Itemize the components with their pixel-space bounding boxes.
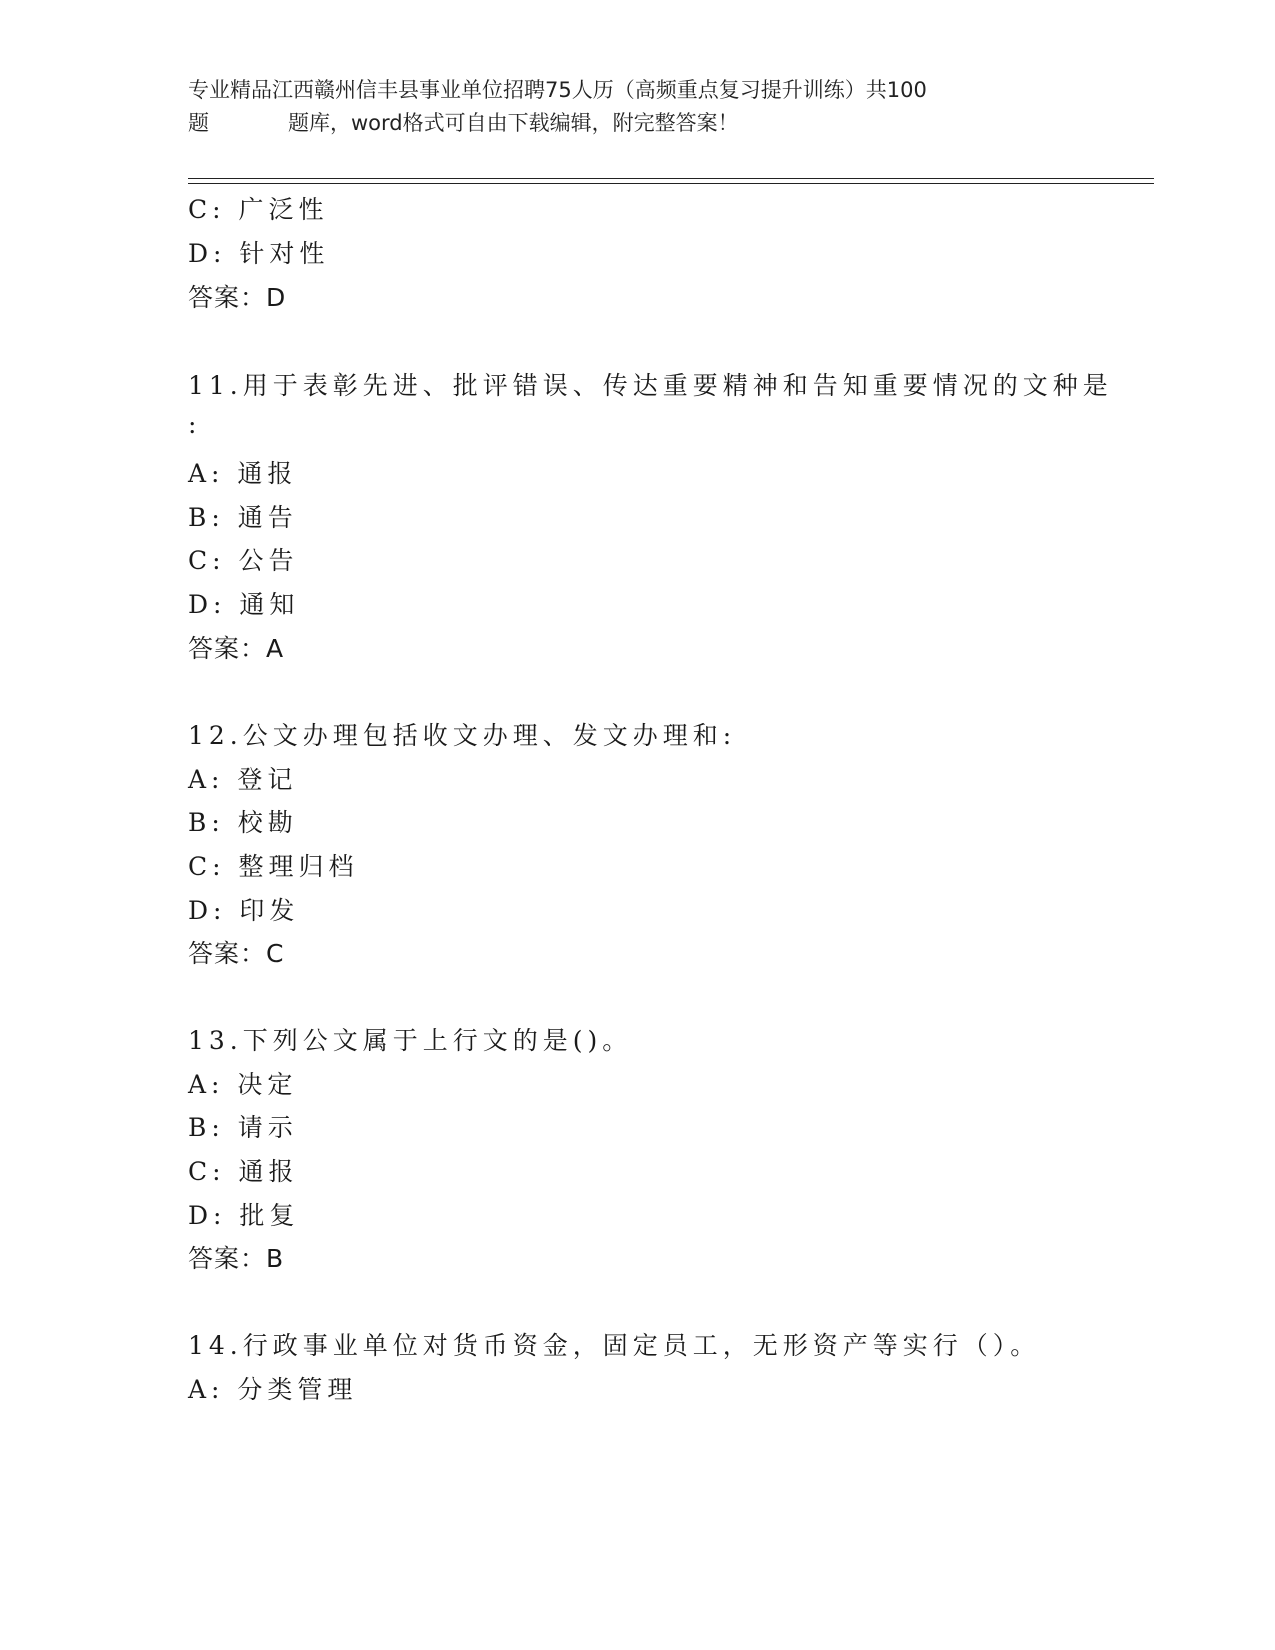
header-title-line1: 专业精品江西赣州信丰县事业单位招聘75人历（高频重点复习提升训练）共100 [188, 78, 927, 102]
q13-stem: 13.下列公文属于上行文的是()。 [188, 1026, 633, 1055]
q13-option-b: B: 请示 [188, 1113, 298, 1142]
header-divider-top [188, 178, 1154, 179]
header-divider-bottom [188, 183, 1154, 184]
q11-stem-cont: : [188, 410, 202, 439]
header-title-line2-lead: 题 [188, 111, 209, 135]
header-title-line2: 题库，word格式可自由下载编辑，附完整答案！ [288, 111, 739, 135]
q12-answer: 答案：C [188, 939, 285, 968]
q13-option-d: D: 批复 [188, 1201, 300, 1230]
q12-option-d: D: 印发 [188, 896, 300, 925]
prev-option-d: D: 针对性 [188, 239, 330, 268]
prev-answer: 答案：D [188, 283, 287, 312]
q12-stem: 12.公文办理包括收文办理、发文办理和: [188, 721, 737, 750]
q12-option-c: C: 整理归档 [188, 852, 359, 881]
q11-option-b: B: 通告 [188, 503, 298, 532]
q14-option-a: A: 分类管理 [188, 1375, 358, 1404]
q12-option-b: B: 校勘 [188, 808, 298, 837]
page-header [188, 74, 1068, 140]
q14-stem: 14.行政事业单位对货币资金，固定员工，无形资产等实行（）。 [188, 1331, 1041, 1360]
q11-stem: 11.用于表彰先进、批评错误、传达重要精神和告知重要情况的文种是 [188, 371, 1113, 400]
q12-option-a: A: 登记 [188, 765, 298, 794]
q13-option-c: C: 通报 [188, 1157, 299, 1186]
prev-option-c: C: 广泛性 [188, 195, 329, 224]
q11-option-a: A: 通报 [188, 459, 298, 488]
q13-answer: 答案：B [188, 1244, 285, 1273]
q13-option-a: A: 决定 [188, 1070, 298, 1099]
q11-option-c: C: 公告 [188, 546, 299, 575]
q11-option-d: D: 通知 [188, 590, 300, 619]
q11-answer: 答案：A [188, 634, 285, 663]
